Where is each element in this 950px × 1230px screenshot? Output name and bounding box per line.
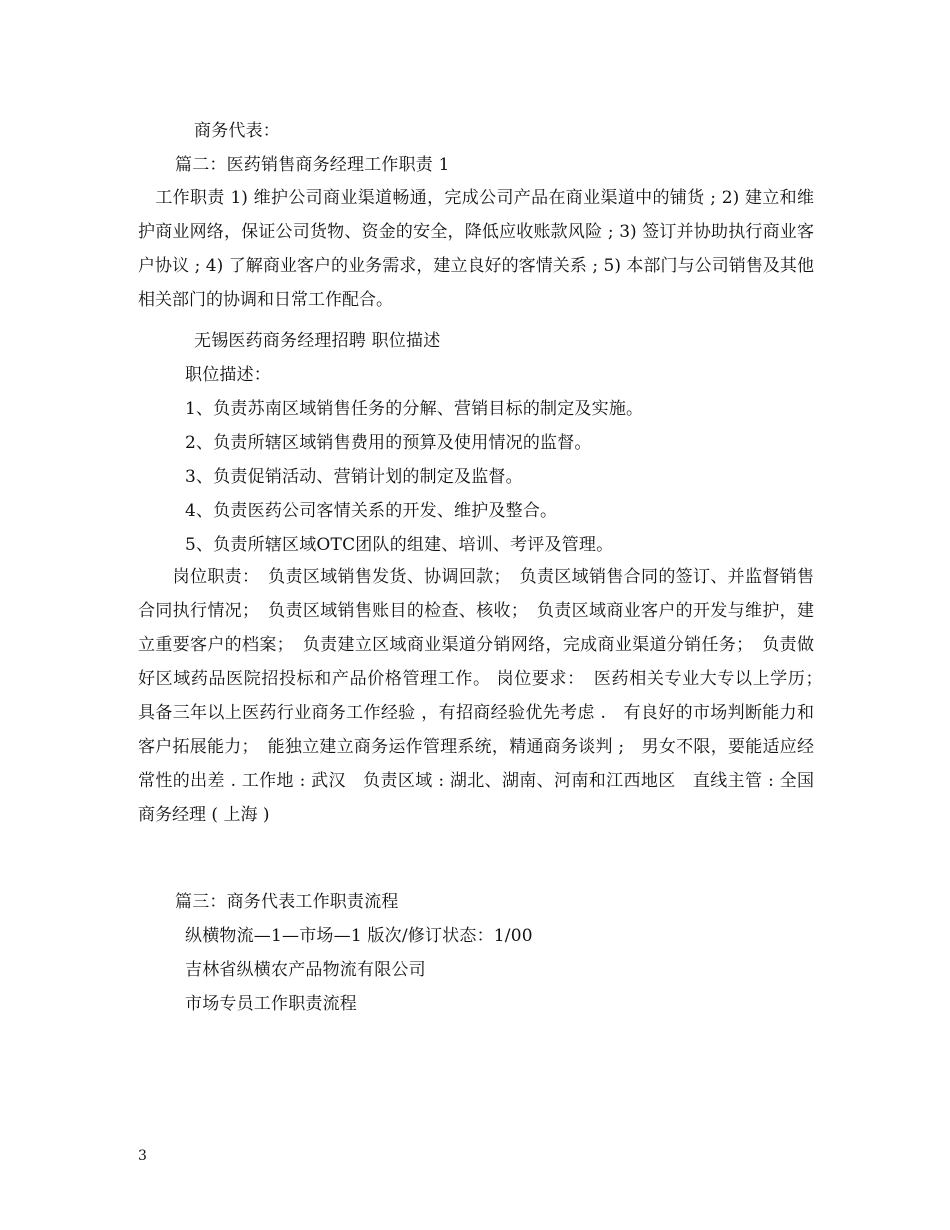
list-item-3: 3、负责促销活动、营销计划的制定及监督。 xyxy=(185,467,523,487)
section-heading-2: 篇二：医药销售商务经理工作职责 1 xyxy=(175,155,450,175)
page-number: 3 xyxy=(138,1148,147,1164)
text-line-position-desc: 职位描述： xyxy=(185,365,271,385)
text-line-wuxi-recruit: 无锡医药商务经理招聘 职位描述 xyxy=(194,331,441,351)
list-item-4: 4、负责医药公司客情关系的开发、维护及整合。 xyxy=(185,501,558,521)
text-line-business-rep: 商务代表： xyxy=(194,121,280,141)
section-heading-3: 篇三：商务代表工作职责流程 xyxy=(175,892,399,912)
list-item-1: 1、负责苏南区域销售任务的分解、营销目标的制定及实施。 xyxy=(185,399,644,419)
list-item-2: 2、负责所辖区域销售费用的预算及使用情况的监督。 xyxy=(185,433,592,453)
list-item-5: 5、负责所辖区域OTC团队的组建、培训、考评及管理。 xyxy=(185,535,614,555)
text-line-version: 纵横物流—1—市场—1 版次/修订状态：1/00 xyxy=(185,926,533,946)
paragraph-job-duties: 工作职责 1) 维护公司商业渠道畅通，完成公司产品在商业渠道中的铺货 ; 2) 建立和维护商业网络，保证公司货物、资金的安全，降低应收账款风险 ; 3) 签订并协助执行商业客户协议 ; 4) 了解商业客户的业务需求，建立良好的客情关系 ; 5) 本部门与公司销售及其他相关部门的协调和日常工作配合。 xyxy=(138,188,814,310)
text-line-company: 吉林省纵横农产品物流有限公司 xyxy=(185,960,426,980)
paragraph-post-duties: 岗位职责： 负责区域销售发货、协调回款； 负责区域销售合同的签订、并监督销售合同执行情况； 负责区域销售账目的检查、核收； 负责区域商业客户的开发与维护，建立重要客户的档案； 负责建立区域商业渠道分销网络，完成商业渠道分销任务； 负责做好区域药品医院招投标和产品价格管理工作。 岗位要求： 医药相关专业大专以上学历； 具备三年以上医药行业商务工作经验 ，有招商经验优先考虑 . 有良好的市场判断能力和客户拓展能力； 能独立建立商务运作管理系统，精通商务谈判 ; 男女不限，要能适应经常性的出差 . 工作地 : 武汉 负责区域 : 湖北、湖南、河南和江西地区 直线主管 : 全国商务经理 ( 上海 ) xyxy=(138,567,831,825)
text-line-market-specialist: 市场专员工作职责流程 xyxy=(185,994,357,1014)
